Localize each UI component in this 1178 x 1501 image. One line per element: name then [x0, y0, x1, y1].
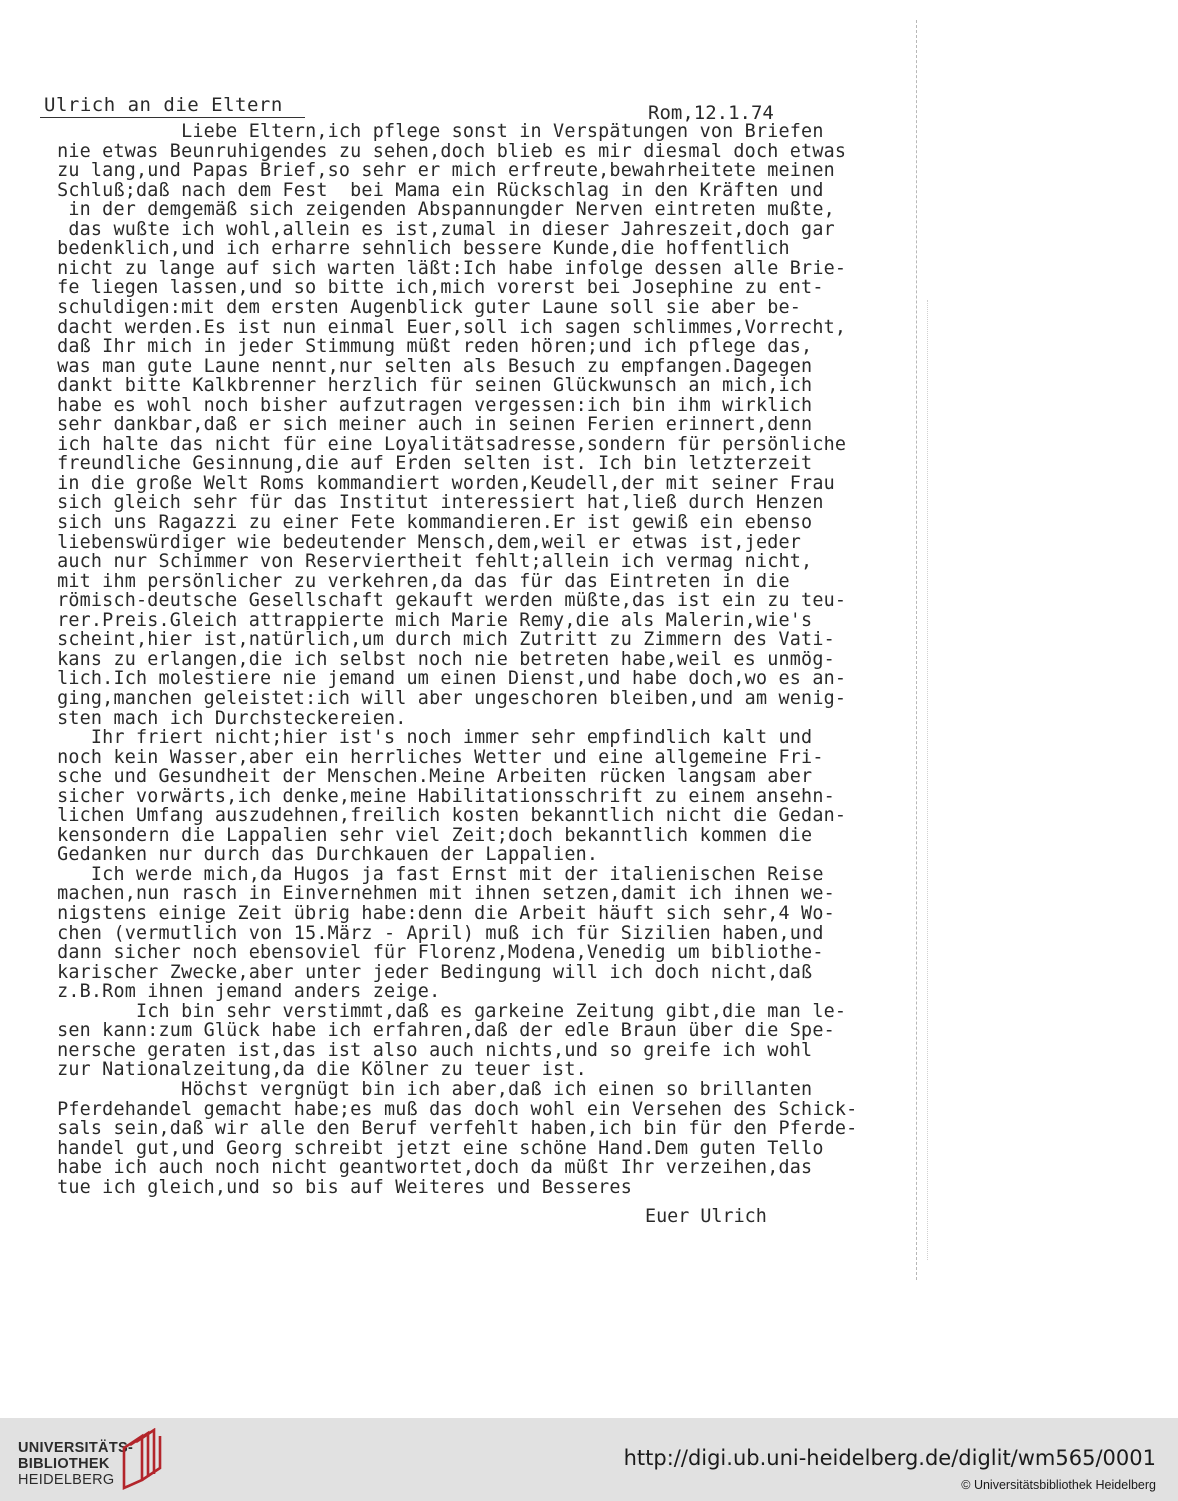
letter-title: Ulrich an die Eltern [44, 94, 283, 116]
letter-date: Rom,12.1.74 [648, 102, 774, 124]
letter-line: Liebe Eltern,ich pflege sonst in Verspätungen von Briefen [12, 121, 824, 142]
letter-line: z.B.Rom ihnen jemand anders zeige. [12, 981, 441, 1003]
letter-line: dacht werden.Es ist nun einmal Euer,soll ich sagen schlimmes,Vorrecht, [12, 316, 847, 338]
letter-line: sals sein,daß wir alle den Beruf verfehlt haben,ich bin für den Pferde- [12, 1118, 858, 1140]
letter-line: habe es wohl noch bisher aufzutragen vergessen:ich bin ihm wirklich [12, 394, 813, 416]
letter-line: freundliche Gesinnung,die auf Erden selten ist. Ich bin letzterzeit [12, 453, 813, 475]
letter-line: habe ich auch noch nicht geantwortet,doch da müßt Ihr verzeihen,das [12, 1157, 813, 1179]
letter-line: sich uns Ragazzi zu einer Fete kommandieren.Er ist gewiß ein ebenso [12, 512, 813, 533]
letter-line: ich halte das nicht für eine Loyalitätsadresse,sondern für persönliche [12, 433, 847, 455]
letter-line: scheint,hier ist,natürlich,um durch mich Zutritt zu Zimmern des Vati- [12, 629, 835, 651]
letter-line: Ich bin sehr verstimmt,daß es garkeine Zeitung gibt,die man le- [12, 1000, 847, 1022]
library-footer-bar [0, 1418, 1178, 1501]
letter-line: tue ich gleich,und so bis auf Weiteres und Besseres [12, 1176, 632, 1198]
letter-line: das wußte ich wohl,allein es ist,zumal in dieser Jahreszeit,doch gar [12, 218, 835, 240]
letter-line: was man gute Laune nennt,nur selten als Besuch zu empfangen.Dagegen [12, 355, 813, 377]
letter-line: kensondern die Lappalien sehr viel Zeit;doch bekanntlich kommen die [12, 824, 813, 846]
permalink-url[interactable]: http://digi.ub.uni-heidelberg.de/diglit/wm565/0001 [623, 1446, 1156, 1470]
letter-line: Höchst vergnügt bin ich aber,daß ich einen so brillanten [12, 1078, 813, 1100]
letter-line: dann sicher noch ebensoviel für Florenz,Modena,Venedig um bibliothe- [12, 942, 824, 964]
letter-line: daß Ihr mich in jeder Stimmung müßt reden hören;und ich pflege das, [12, 336, 813, 358]
letter-line: lich.Ich molestiere nie jemand um einen Dienst,und habe doch,wo es an- [12, 668, 847, 690]
logo-line-2: BIBLIOTHEK [18, 1456, 110, 1472]
letter-line: sicher vorwärts,ich denke,meine Habilitationsschrift zu einem ansehn- [12, 785, 835, 807]
letter-line: lichen Umfang auszudehnen,freilich kosten bekanntlich nicht die Gedan- [12, 805, 847, 827]
letter-line: karischer Zwecke,aber unter jeder Bedingung will ich doch nicht,daß [12, 961, 813, 983]
letter-line: in der demgemäß sich zeigenden Abspannungder Nerven eintreten mußte, [12, 199, 835, 221]
letter-line: schuldigen:mit dem ersten Augenblick guter Laune soll sie aber be- [12, 296, 802, 318]
letter-line: Schluß;daß nach dem Fest bei Mama ein Rückschlag in den Kräften und [12, 179, 824, 201]
letter-line: Ich werde mich,da Hugos ja fast Ernst mit der italienischen Reise [12, 863, 824, 885]
letter-line: machen,nun rasch in Einvernehmen mit ihnen setzen,damit ich ihnen we- [12, 883, 835, 905]
ub-heidelberg-logo-icon [116, 1428, 166, 1490]
letter-line: sten mach ich Durchsteckereien. [12, 707, 407, 729]
letter-line: nersche geraten ist,das ist also auch nichts,und so greife ich wohl [12, 1039, 813, 1061]
letter-line: rer.Preis.Gleich attrappierte mich Marie Remy,die als Malerin,wie's [12, 609, 813, 631]
letter-line: kans zu erlangen,die ich selbst noch nie betreten habe,weil es unmög- [12, 648, 835, 670]
letter-line: fe liegen lassen,und so bitte ich,mich vorerst bei Josephine zu ent- [12, 277, 824, 299]
logo-line-3: HEIDELBERG [18, 1472, 115, 1488]
letter-line: Ihr friert nicht;hier ist's noch immer sehr empfindlich kalt und [12, 727, 813, 749]
letter-line: nie etwas Beunruhigendes zu sehen,doch blieb es mir diesmal doch etwas [12, 140, 847, 162]
letter-line: dankt bitte Kalkbrenner herzlich für seinen Glückwunsch an mich,ich [12, 375, 813, 397]
letter-line: ging,manchen geleistet:ich will aber ungeschoren bleiben,und am wenig- [12, 687, 847, 709]
letter-line: noch kein Wasser,aber ein herrliches Wetter und eine allgemeine Fri- [12, 746, 824, 768]
letter-line: auch nur Schimmer von Reserviertheit fehlt;allein ich vermag nicht, [12, 551, 813, 573]
scan-margin-edge-secondary [927, 300, 928, 1260]
letter-line: sehr dankbar,daß er sich meiner auch in seinen Ferien erinnert,denn [12, 414, 813, 436]
letter-line: zu lang,und Papas Brief,so sehr er mich erfreute,bewahrheitete meinen [12, 160, 835, 182]
letter-line: chen (vermutlich von 15.März - April) muß ich für Sizilien haben,und [12, 922, 824, 944]
letter-line: mit ihm persönlicher zu verkehren,da das für das Eintreten in die [12, 570, 790, 592]
letter-line: nigstens einige Zeit übrig habe:denn die Arbeit häuft sich sehr,4 Wo- [12, 903, 835, 924]
letter-line: Gedanken nur durch das Durchkauen der Lappalien. [12, 844, 599, 866]
letter-line: sche und Gesundheit der Menschen.Meine Arbeiten rücken langsam aber [12, 766, 813, 788]
letter-line: römisch-deutsche Gesellschaft gekauft werden müßte,das ist ein zu teu- [12, 590, 847, 612]
letter-line: handel gut,und Georg schreibt jetzt eine schöne Hand.Dem guten Tello [12, 1137, 824, 1159]
letter-signature: Euer Ulrich [645, 1206, 767, 1227]
letter-line: zur Nationalzeitung,da die Kölner zu teuer ist. [12, 1059, 587, 1081]
letter-line: nicht zu lange auf sich warten läßt:Ich habe infolge dessen alle Brie- [12, 257, 847, 279]
title-underline [40, 117, 305, 118]
copyright-notice: © Universitätsbibliothek Heidelberg [961, 1478, 1156, 1492]
letter-line: bedenklich,und ich erharre sehnlich bessere Kunde,die hoffentlich [12, 238, 790, 260]
scan-margin-edge [916, 20, 917, 1280]
letter-line: sich gleich sehr für das Institut interessiert hat,ließ durch Henzen [12, 492, 824, 514]
letter-line: in die große Welt Roms kommandiert worden,Keudell,der mit seiner Frau [12, 472, 835, 494]
letter-line: sen kann:zum Glück habe ich erfahren,daß der edle Braun über die Spe- [12, 1020, 835, 1042]
letter-line: liebenswürdiger wie bedeutender Mensch,dem,weil er etwas ist,jeder [12, 531, 802, 553]
letter-line: Pferdehandel gemacht habe;es muß das doch wohl ein Versehen des Schick- [12, 1098, 858, 1120]
logo-line-1: UNIVERSITÄTS- [18, 1440, 134, 1456]
